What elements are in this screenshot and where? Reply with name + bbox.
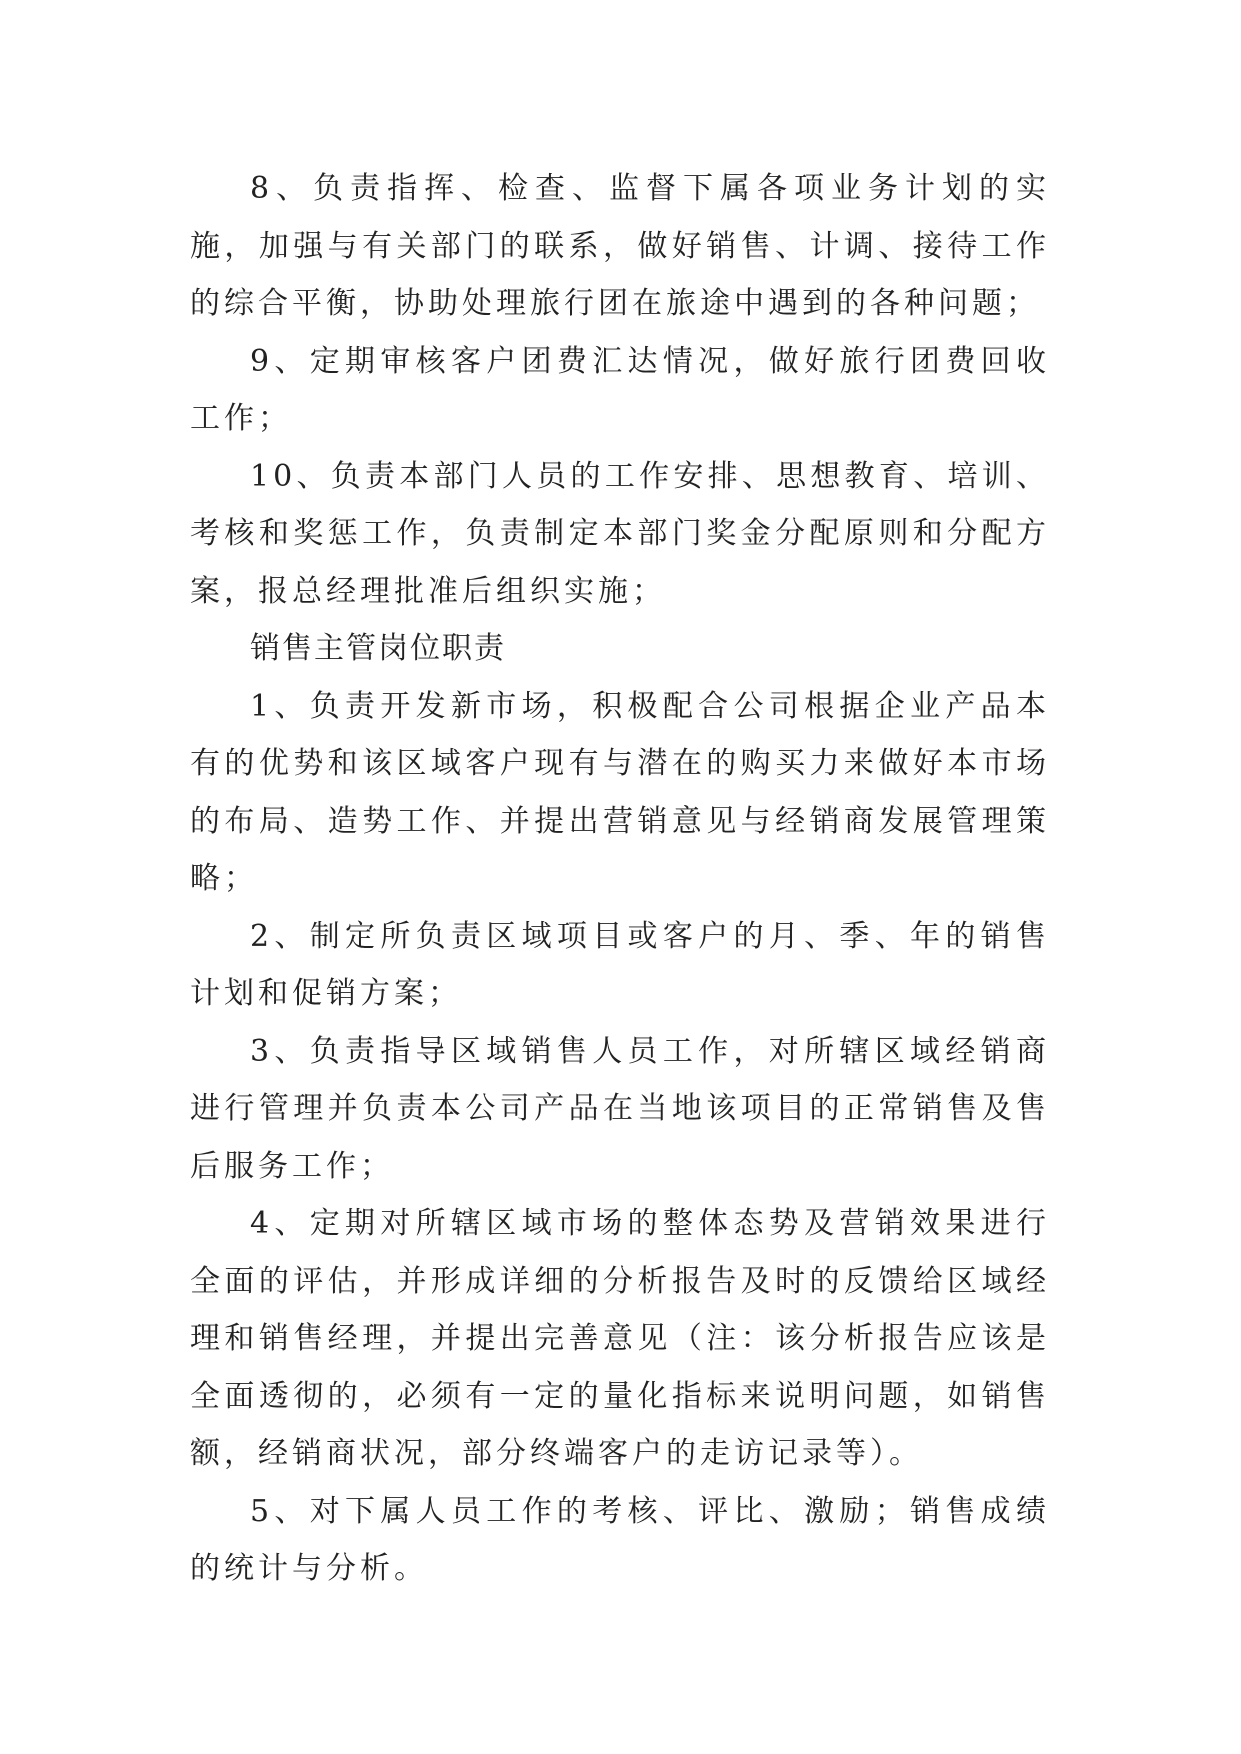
section-heading: 销售主管岗位职责 xyxy=(250,631,506,666)
paragraph-item-9: 9、定期审核客户团费汇达情况，做好旅行团费回收工作； xyxy=(190,343,1050,436)
paragraph-item-5: 5、对下属人员工作的考核、评比、激励；销售成绩的统计与分析。 xyxy=(190,1493,1050,1586)
paragraph-item-8: 8、负责指挥、检查、监督下属各项业务计划的实施，加强与有关部门的联系，做好销售、计调、接待工作的综合平衡，协助处理旅行团在旅途中遇到的各种问题； xyxy=(190,171,1050,321)
paragraph-item-1: 1、负责开发新市场，积极配合公司根据企业产品本有的优势和该区域客户现有与潜在的购买力来做好本市场的布局、造势工作、并提出营销意见与经销商发展管理策略； xyxy=(190,688,1050,896)
paragraph-item-3: 3、负责指导区域销售人员工作，对所辖区域经销商进行管理并负责本公司产品在当地该项目的正常销售及售后服务工作； xyxy=(190,1033,1050,1184)
paragraph-item-2: 2、制定所负责区域项目或客户的月、季、年的销售计划和促销方案； xyxy=(190,918,1050,1011)
document-body xyxy=(190,160,1050,1598)
paragraph-item-10: 10、负责本部门人员的工作安排、思想教育、培训、考核和奖惩工作，负责制定本部门奖金分配原则和分配方案，报总经理批准后组织实施； xyxy=(190,458,1050,609)
paragraph-item-4: 4、定期对所辖区域市场的整体态势及营销效果进行全面的评估，并形成详细的分析报告及时的反馈给区域经理和销售经理，并提出完善意见（注：该分析报告应该是全面透彻的，必须有一定的量化指标来说明问题，如销售额，经销商状况，部分终端客户的走访记录等）。 xyxy=(190,1206,1050,1471)
